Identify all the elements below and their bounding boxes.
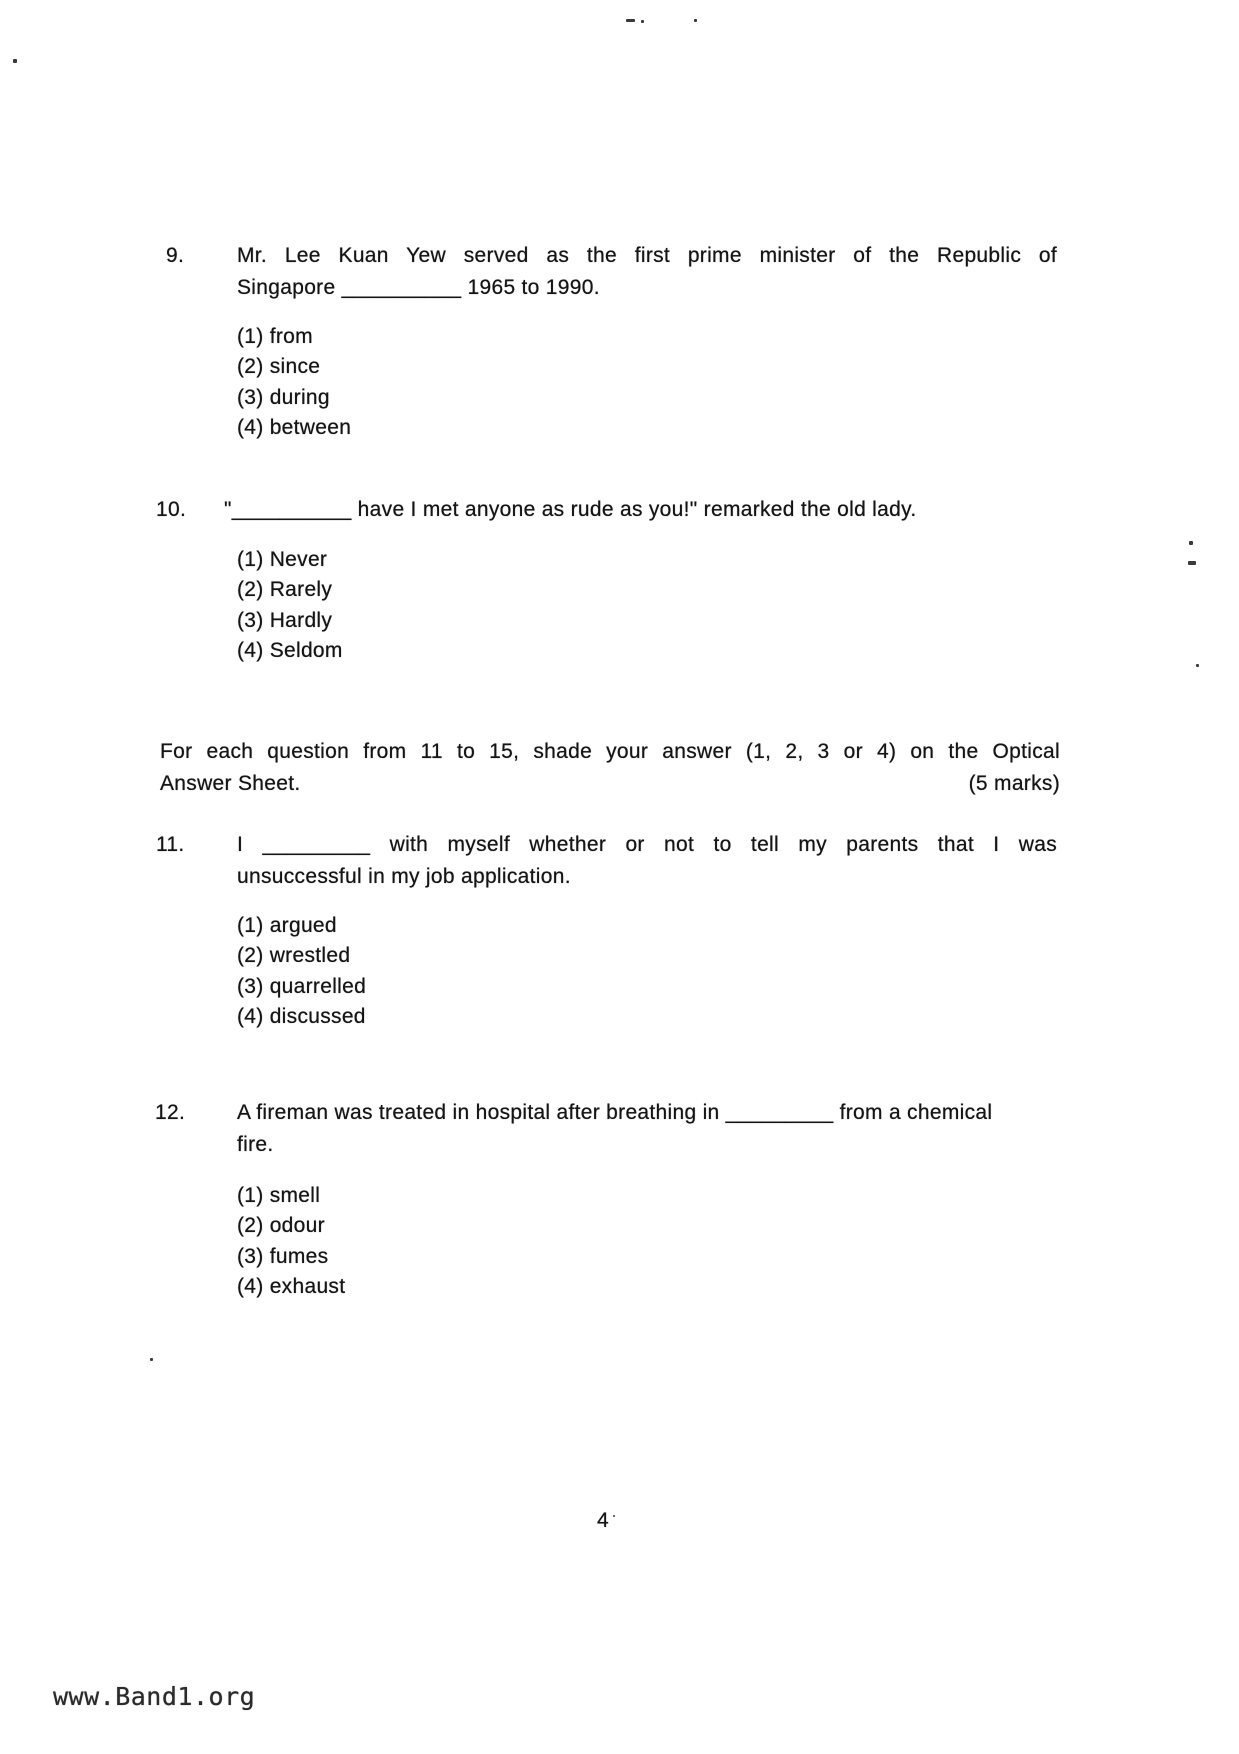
question-12-options — [237, 1181, 345, 1302]
option: (2) odour — [237, 1214, 325, 1238]
watermark: www.Band1.org — [53, 1682, 256, 1711]
option: (2) since — [237, 355, 321, 379]
question-10-text-line-1: "__________ have I met anyone as rude as you!" remarked the old lady. — [224, 498, 917, 521]
scan-speck — [626, 19, 635, 22]
scan-speck — [13, 59, 17, 63]
scan-speck — [1188, 561, 1196, 565]
option: (3) fumes — [237, 1244, 329, 1268]
scan-speck — [694, 19, 697, 22]
option: (1) smell — [237, 1184, 321, 1207]
question-11-stem — [237, 829, 1057, 893]
scan-speck — [150, 1358, 153, 1361]
scan-speck — [613, 1515, 615, 1517]
question-11-options — [237, 911, 366, 1032]
marks-label: (5 marks) — [968, 772, 1060, 795]
option: (1) argued — [237, 914, 337, 937]
option: (3) during — [237, 385, 330, 409]
option: (2) wrestled — [237, 944, 351, 968]
question-9-options — [237, 322, 351, 443]
question-9-text-line-1: Mr. Lee Kuan Yew served as the first prime minister of the Republic of — [237, 244, 1057, 267]
option: (1) from — [237, 325, 313, 348]
instructions-line-2: Answer Sheet. — [160, 772, 301, 795]
section-instructions — [160, 736, 1060, 800]
question-12-stem — [237, 1097, 1057, 1161]
question-10-number: 10. — [156, 498, 187, 521]
question-12-number: 12. — [155, 1101, 186, 1124]
question-10-options — [237, 545, 343, 666]
scan-speck — [1189, 541, 1193, 545]
option: (4) between — [237, 415, 352, 439]
question-10-stem — [224, 494, 1044, 526]
question-9-number: 9. — [166, 244, 185, 267]
option: (1) Never — [237, 548, 328, 571]
option: (3) Hardly — [237, 608, 333, 632]
page-number: 4 — [597, 1509, 609, 1532]
question-12-text-line-2: fire. — [237, 1133, 274, 1156]
question-11-number: 11. — [156, 833, 185, 856]
question-11-text-line-1: I _________ with myself whether or not to tell my parents that I was — [237, 833, 1057, 856]
option: (4) exhaust — [237, 1274, 346, 1298]
option: (4) Seldom — [237, 638, 343, 662]
option: (2) Rarely — [237, 578, 333, 602]
option: (3) quarrelled — [237, 974, 367, 998]
question-9-stem — [237, 240, 1057, 304]
option: (4) discussed — [237, 1004, 366, 1028]
scan-speck — [641, 20, 644, 23]
question-9-text-line-2: Singapore __________ 1965 to 1990. — [237, 276, 600, 299]
question-11-text-line-2: unsuccessful in my job application. — [237, 865, 571, 888]
scan-speck — [1196, 664, 1199, 667]
question-12-text-line-1: A fireman was treated in hospital after breathing in _________ from a chemical — [237, 1101, 993, 1124]
instructions-line-1: For each question from 11 to 15, shade your answer (1, 2, 3 or 4) on the Optical — [160, 740, 1060, 763]
